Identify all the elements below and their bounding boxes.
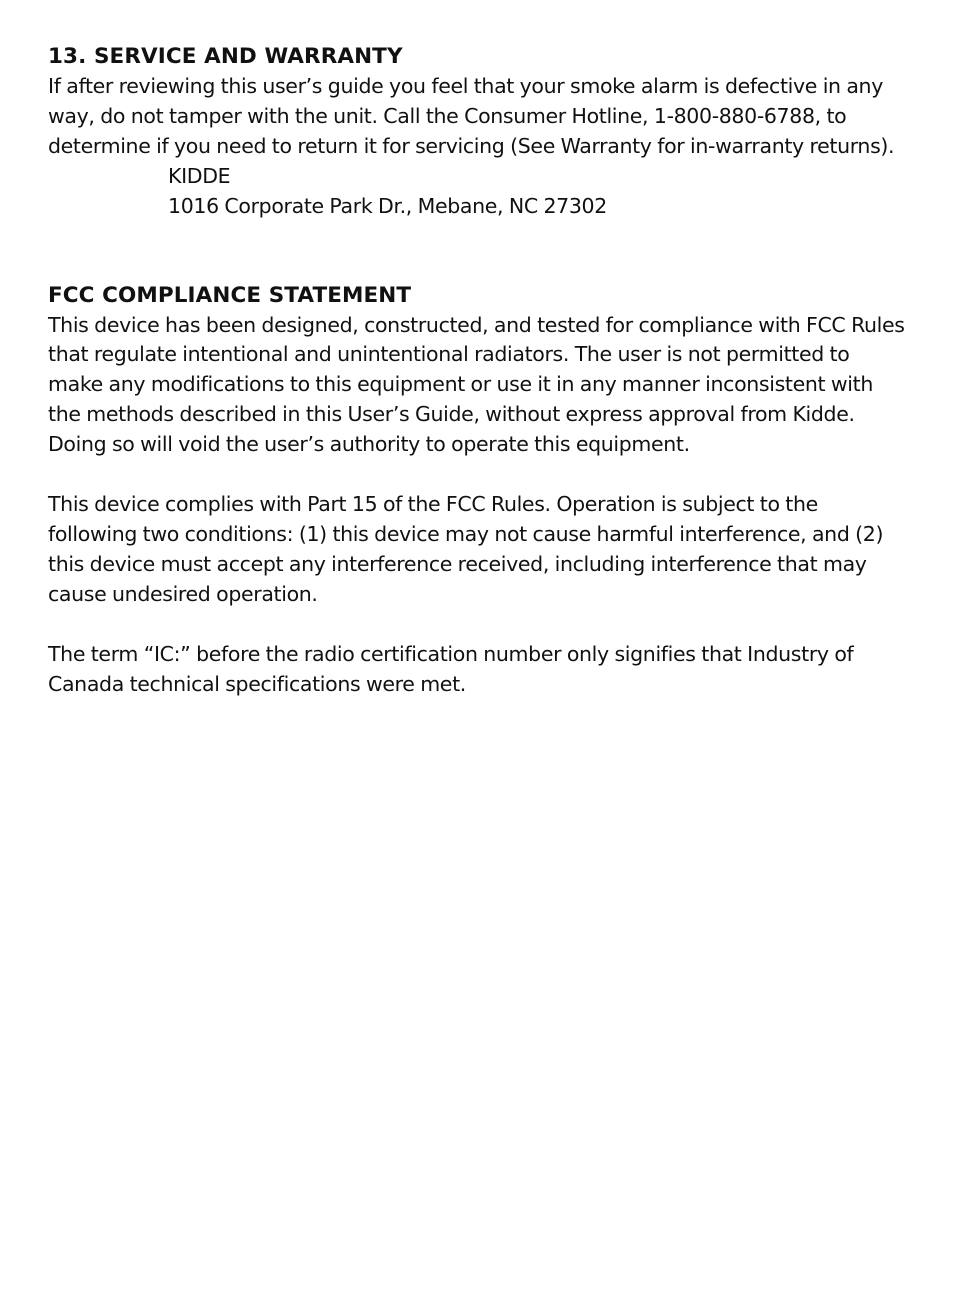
fcc-section — [48, 281, 908, 700]
address-street: 1016 Corporate Park Dr., Mebane, NC 27302 — [168, 193, 607, 218]
service-warranty-section — [48, 42, 908, 222]
fcc-heading: FCC COMPLIANCE STATEMENT — [48, 282, 412, 308]
address-company: KIDDE — [168, 163, 231, 188]
paragraph-spacer — [48, 460, 908, 490]
section-spacer — [48, 222, 908, 281]
paragraph-spacer — [48, 610, 908, 640]
fcc-paragraph-2: This device complies with Part 15 of the FCC Rules. Operation is subject to the following two conditions: (1) this device may not cause harmful interference, and (2) this device must accept any interference received, including interference that may cause undesired operation. — [48, 492, 884, 606]
fcc-paragraph-3: The term “IC:” before the radio certification number only signifies that Industry of Canada technical specifications were met. — [48, 641, 854, 696]
service-warranty-heading: 13. SERVICE AND WARRANTY — [48, 44, 403, 69]
service-warranty-body: If after reviewing this user’s guide you feel that your smoke alarm is defective in any way, do not tamper with the unit. Call the Consumer Hotline, 1-800-880-6788, to determine if you need to return it for servicing (See Warranty for in-warranty returns). — [48, 74, 895, 158]
document-page — [48, 42, 908, 700]
fcc-paragraph-1: This device has been designed, constructed, and tested for compliance with FCC Rules that regulate intentional and unintentional radiators. The user is not permitted to make any modifications to this equipment or use it in any manner inconsistent with the methods described in this User’s Guide, without express approval from Kidde. Doing so will void the user’s authority to operate this equipment. — [48, 312, 905, 457]
